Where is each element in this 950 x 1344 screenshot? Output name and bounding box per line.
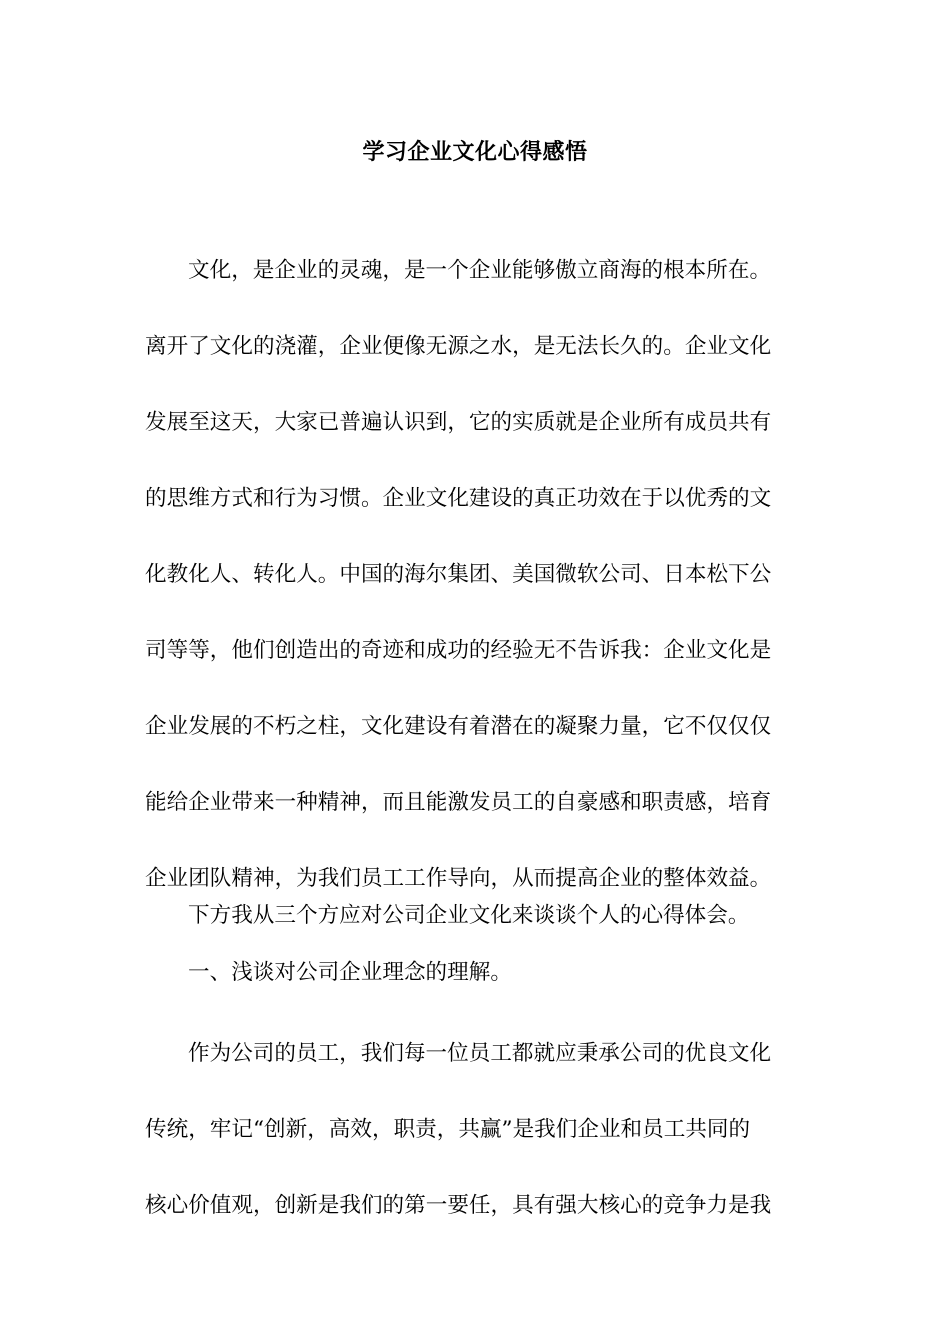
paragraph-intro — [145, 233, 793, 917]
paragraph-line: 文化，是企业的灵魂，是一个企业能够傲立商海的根本所在。 — [188, 258, 772, 283]
paragraph-line: 化教化人、转化人。中国的海尔集团、美国微软公司、日本松下公 — [145, 562, 772, 587]
paragraph-line: 离开了文化的浇灌，企业便像无源之水，是无法长久的。企业文化 — [145, 334, 772, 359]
paragraph-line: 的思维方式和行为习惯。企业文化建设的真正功效在于以优秀的文 — [145, 486, 772, 511]
paragraph-line: 司等等，他们创造出的奇迹和成功的经验无不告诉我：企业文化是 — [145, 638, 772, 663]
paragraph-line: 能给企业带来一种精神，而且能激发员工的自豪感和职责感，培育 — [145, 790, 772, 815]
paragraph-line: 核心价值观，创新是我们的第一要任，具有强大核心的竞争力是我 — [145, 1193, 772, 1218]
paragraph-line: 下方我从三个方应对公司企业文化来谈谈个人的心得体会。 — [188, 903, 750, 928]
paragraph-line: 企业发展的不朽之柱，文化建设有着潜在的凝聚力量，它不仅仅仅 — [145, 714, 772, 739]
document-title: 学习企业文化心得感悟 — [362, 139, 588, 165]
paragraph-line: 传统，牢记“创新，高效，职责，共赢”是我们企业和员工共同的 — [145, 1117, 751, 1142]
paragraph-values — [145, 1016, 793, 1244]
paragraph-line: 作为公司的员工，我们每一位员工都就应秉承公司的优良文化 — [188, 1041, 772, 1066]
paragraph-overview — [145, 897, 793, 935]
heading-line: 一、浅谈对公司企业理念的理解。 — [188, 960, 512, 985]
paragraph-line: 发展至这天，大家已普遍认识到，它的实质就是企业所有成员共有 — [145, 410, 772, 435]
section-heading — [145, 954, 793, 992]
paragraph-line: 企业团队精神，为我们员工工作导向，从而提高企业的整体效益。 — [145, 866, 772, 891]
